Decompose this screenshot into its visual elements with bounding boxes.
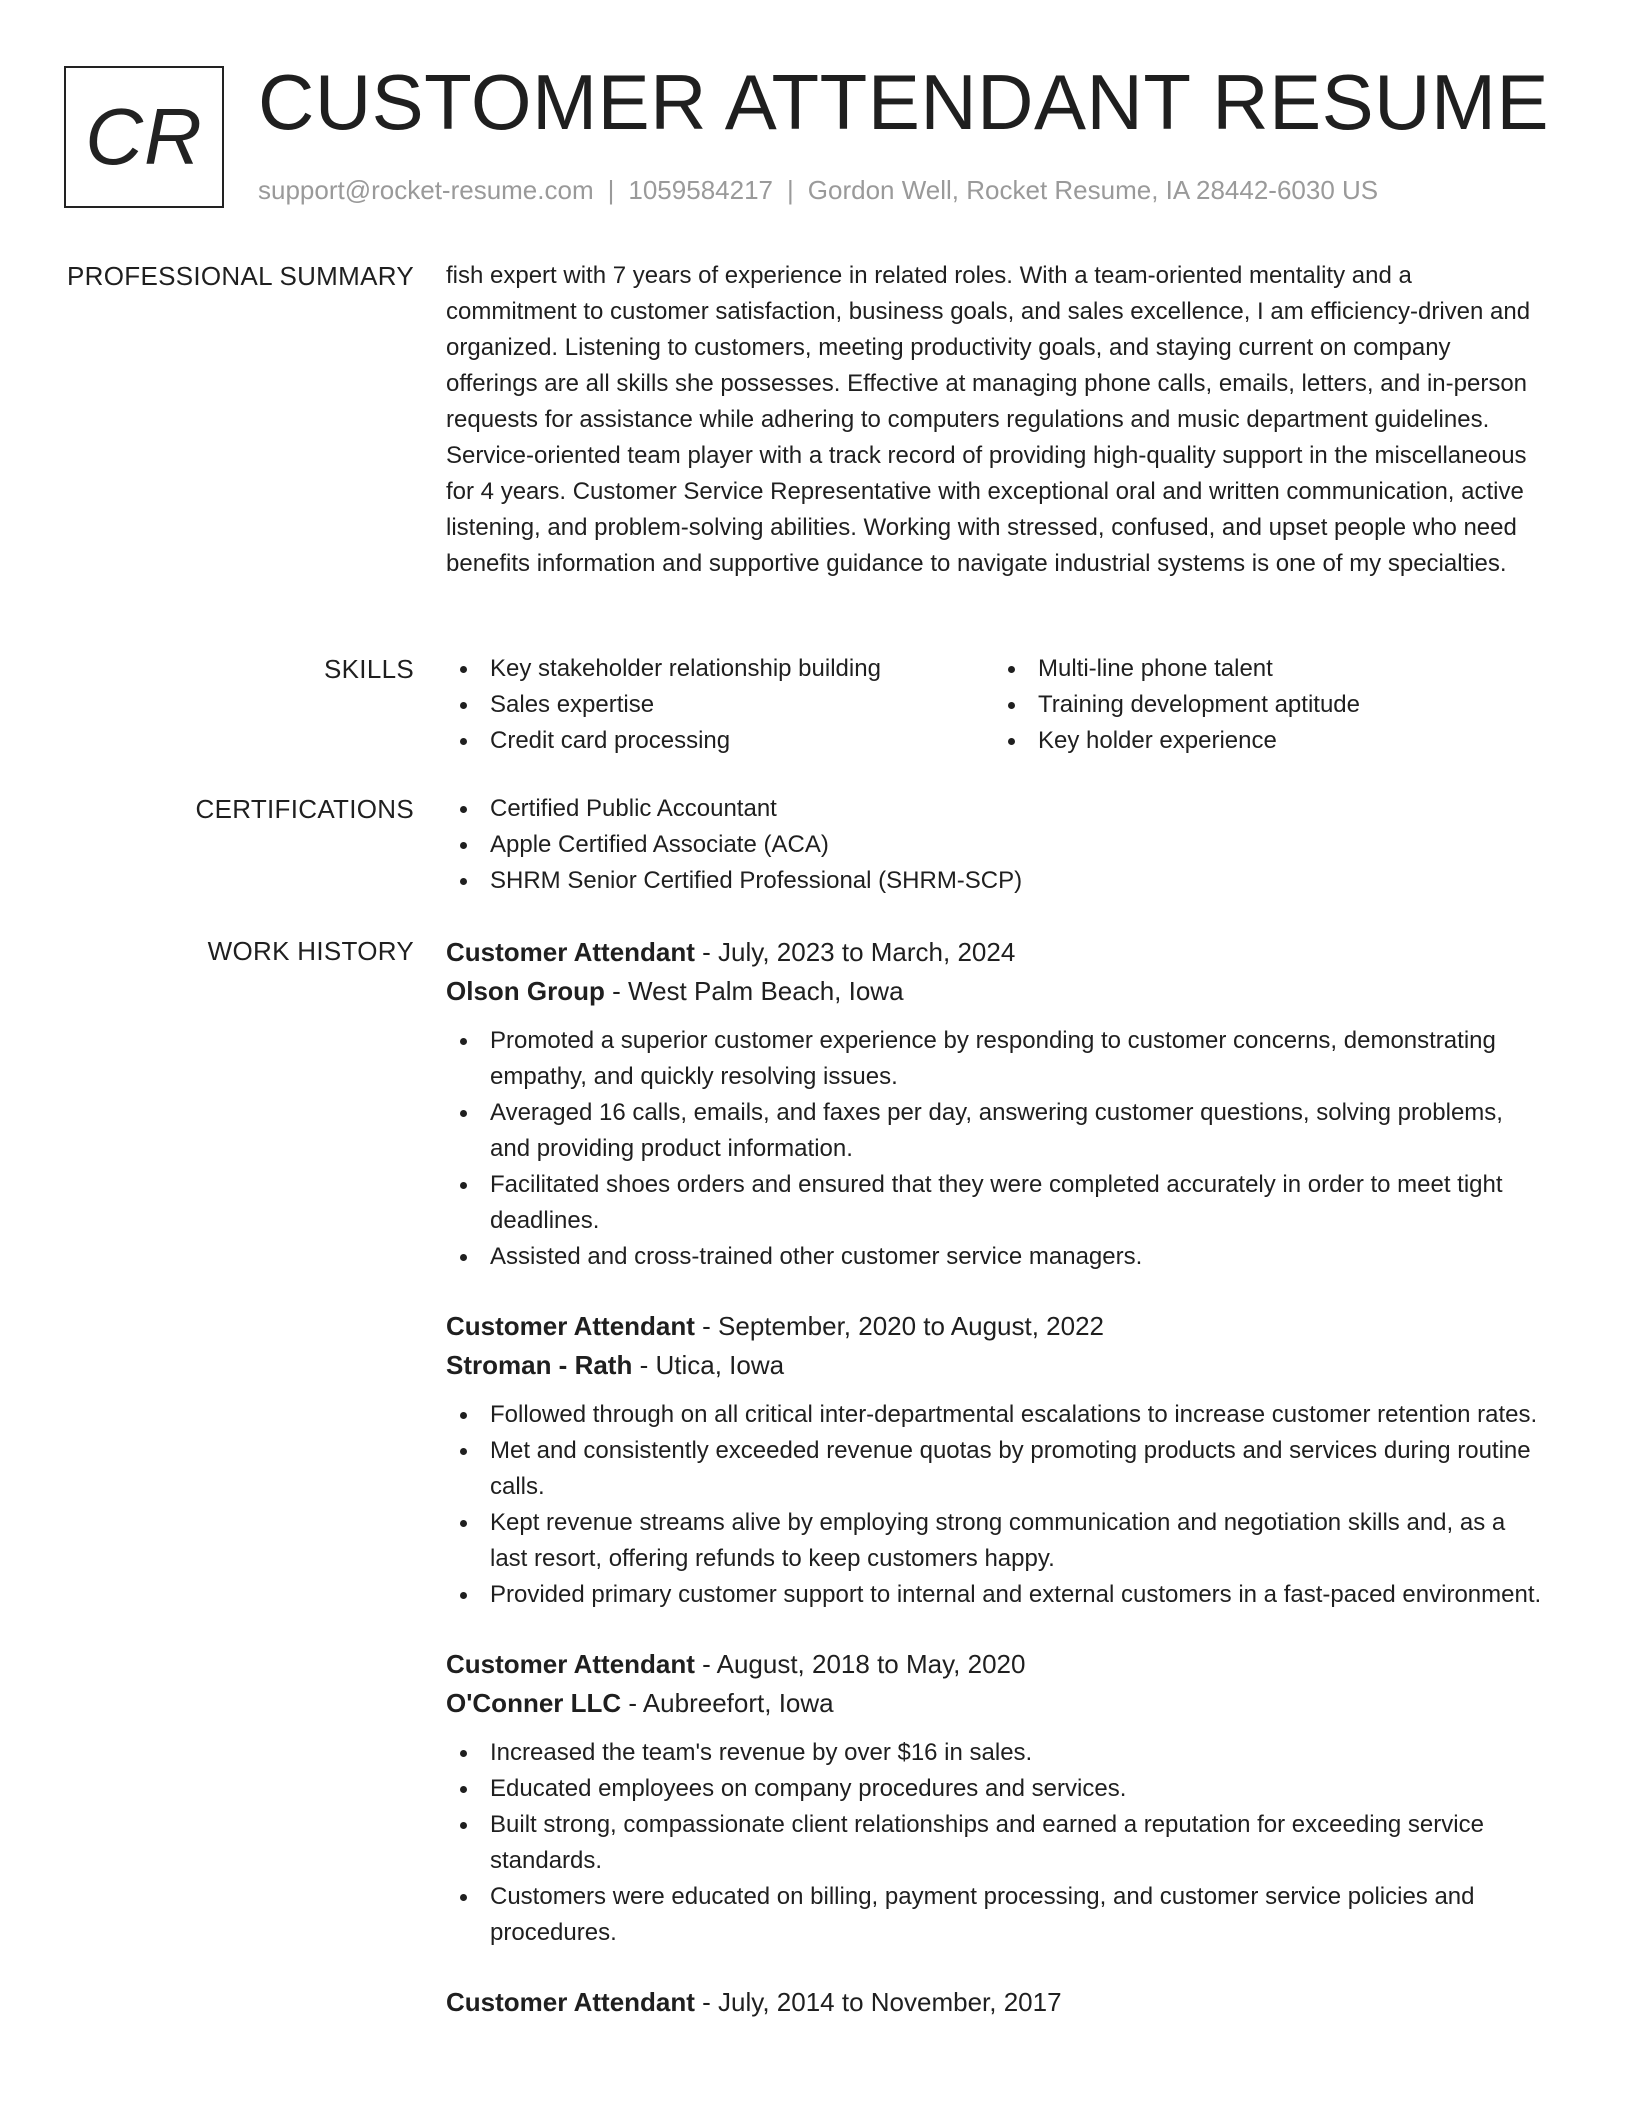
- job-entry: [446, 1983, 1546, 2022]
- contact-separator: |: [787, 175, 794, 205]
- job-title: Customer Attendant: [446, 937, 695, 967]
- contact-address: Gordon Well, Rocket Resume, IA 28442-6030 US: [807, 175, 1379, 205]
- certification-item: Apple Certified Associate (ACA): [446, 827, 1546, 863]
- dash: -: [632, 1350, 656, 1380]
- job-dates: July, 2014 to November, 2017: [718, 1987, 1062, 2017]
- contact-line: [258, 172, 1378, 208]
- job-bullet: Met and consistently exceeded revenue quotas by promoting products and services during routine calls.: [446, 1433, 1546, 1505]
- job-bullets: [446, 1397, 1546, 1613]
- job-bullet: Built strong, compassionate client relationships and earned a reputation for exceeding service standards.: [446, 1807, 1546, 1879]
- job-location: West Palm Beach, Iowa: [628, 976, 904, 1006]
- job-entry: [446, 933, 1546, 1275]
- dash: -: [694, 1311, 719, 1341]
- certifications-heading: CERTIFICATIONS: [195, 794, 414, 824]
- job-company: Stroman - Rath: [446, 1350, 633, 1380]
- job-title: Customer Attendant: [446, 1987, 695, 2017]
- skill-item: Credit card processing: [446, 723, 994, 759]
- job-title-line: [446, 1307, 1546, 1346]
- job-dates: July, 2023 to March, 2024: [718, 937, 1016, 967]
- job-dates: August, 2018 to May, 2020: [716, 1649, 1026, 1679]
- skill-item: Key holder experience: [994, 723, 1542, 759]
- job-bullet: Followed through on all critical inter-departmental escalations to increase customer retention rates.: [446, 1397, 1546, 1433]
- skill-item: Training development aptitude: [994, 687, 1542, 723]
- dash: -: [604, 976, 628, 1006]
- job-bullets: [446, 1735, 1546, 1951]
- job-bullet: Promoted a superior customer experience by responding to customer concerns, demonstrating empathy, and quickly resolving issues.: [446, 1023, 1546, 1095]
- skill-item: Multi-line phone talent: [994, 651, 1542, 687]
- dash: -: [621, 1688, 643, 1718]
- work-history-heading: WORK HISTORY: [207, 936, 414, 966]
- job-entry: [446, 1307, 1546, 1613]
- skills-body: [446, 651, 1546, 759]
- job-title-line: [446, 1983, 1546, 2022]
- certification-item: SHRM Senior Certified Professional (SHRM-SCP): [446, 863, 1546, 899]
- job-bullet: Facilitated shoes orders and ensured that they were completed accurately in order to meet tight deadlines.: [446, 1167, 1546, 1239]
- job-location: Aubreefort, Iowa: [642, 1688, 834, 1718]
- summary-body: [446, 258, 1546, 582]
- certifications-body: [446, 791, 1546, 899]
- summary-text: fish expert with 7 years of experience in related roles. With a team-oriented mentality and a commitment to customer satisfaction, business goals, and sales excellence, I am efficiency-driven and organized. Listening to customers, meeting productivity goals, and staying current on company offerings are all skills she possesses. Effective at managing phone calls, emails, letters, and in-person requests for assistance while adhering to computers regulations and music department guidelines. Service-oriented team player with a track record of providing high-quality support in the miscellaneous for 4 years. Customer Service Representative with exceptional oral and written communication, active listening, and problem-solving abilities. Working with stressed, confused, and upset people who need benefits information and supportive guidance to navigate industrial systems is one of my specialties.: [446, 262, 1531, 577]
- job-bullet: Kept revenue streams alive by employing strong communication and negotiation skills and, as a last resort, offering refunds to keep customers happy.: [446, 1505, 1546, 1577]
- skill-item: Sales expertise: [446, 687, 994, 723]
- skill-item: Key stakeholder relationship building: [446, 651, 994, 687]
- job-location: Utica, Iowa: [655, 1350, 785, 1380]
- job-bullet: Customers were educated on billing, payment processing, and customer service policies and procedures.: [446, 1879, 1546, 1951]
- job-title: Customer Attendant: [446, 1649, 695, 1679]
- dash: -: [694, 937, 719, 967]
- certification-item: Certified Public Accountant: [446, 791, 1546, 827]
- job-company: Olson Group: [446, 976, 605, 1006]
- skills-list-right: [994, 651, 1542, 759]
- job-dates: September, 2020 to August, 2022: [718, 1311, 1105, 1341]
- job-bullet: Assisted and cross-trained other customer service managers.: [446, 1239, 1546, 1275]
- job-bullet: Provided primary customer support to internal and external customers in a fast-paced environment.: [446, 1577, 1546, 1613]
- job-entry: [446, 1645, 1546, 1951]
- job-company-line: [446, 972, 1546, 1011]
- dash: -: [694, 1987, 719, 2017]
- skills-heading: SKILLS: [324, 654, 414, 684]
- job-bullet: Educated employees on company procedures and services.: [446, 1771, 1546, 1807]
- resume-title: CUSTOMER ATTENDANT RESUME: [258, 58, 1549, 146]
- work-history-body: [446, 933, 1546, 2042]
- job-company: O'Conner LLC: [446, 1688, 622, 1718]
- monogram-logo: CR: [64, 66, 224, 208]
- dash: -: [694, 1649, 717, 1679]
- contact-email[interactable]: support@rocket-resume.com: [258, 175, 594, 205]
- summary-heading: PROFESSIONAL SUMMARY: [67, 261, 414, 291]
- job-company-line: [446, 1684, 1546, 1723]
- certifications-list: [446, 791, 1546, 899]
- job-title-line: [446, 1645, 1546, 1684]
- job-bullets: [446, 1023, 1546, 1275]
- job-company-line: [446, 1346, 1546, 1385]
- job-title-line: [446, 933, 1546, 972]
- job-bullet: Increased the team's revenue by over $16 in sales.: [446, 1735, 1546, 1771]
- contact-separator: |: [607, 175, 615, 205]
- job-title: Customer Attendant: [446, 1311, 695, 1341]
- contact-phone[interactable]: 1059584217: [628, 175, 773, 205]
- job-bullet: Averaged 16 calls, emails, and faxes per day, answering customer questions, solving problems, and providing product information.: [446, 1095, 1546, 1167]
- skills-list-left: [446, 651, 994, 759]
